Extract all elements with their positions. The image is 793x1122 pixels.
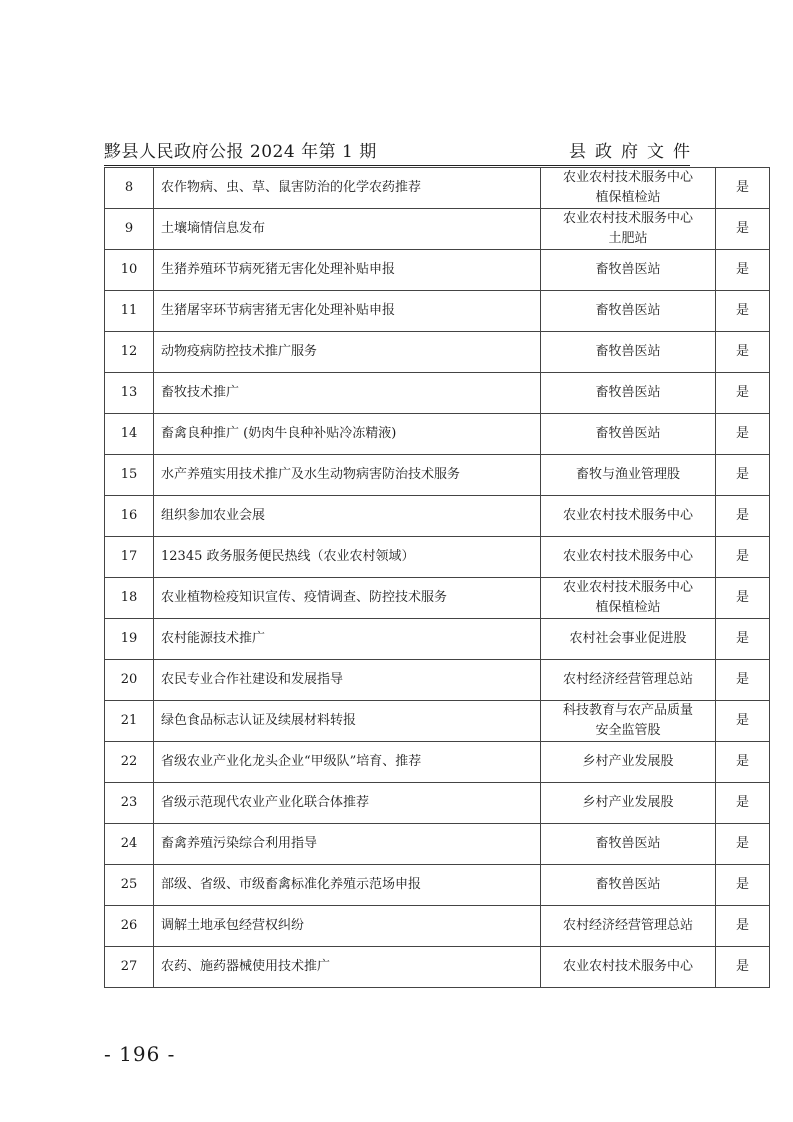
dept-line: 畜牧兽医站: [595, 877, 661, 892]
service-item: 畜禽良种推广 (奶肉牛良种补贴冷冻精液): [154, 414, 541, 455]
table-row: [105, 742, 770, 783]
row-number: 26: [105, 906, 154, 947]
dept-line: 农村经济经营管理总站: [562, 918, 693, 933]
applicable-flag: 是: [716, 537, 770, 578]
applicable-flag: 是: [716, 865, 770, 906]
responsible-dept: [541, 209, 716, 250]
row-number: 18: [105, 578, 154, 619]
service-item: 农作物病、虫、草、鼠害防治的化学农药推荐: [154, 168, 541, 209]
service-item: 农药、施药器械使用技术推广: [154, 947, 541, 988]
row-number: 25: [105, 865, 154, 906]
service-item: 土壤墒情信息发布: [154, 209, 541, 250]
responsible-dept: [541, 332, 716, 373]
service-item: 农业植物检疫知识宣传、疫情调查、防控技术服务: [154, 578, 541, 619]
applicable-flag: 是: [716, 250, 770, 291]
service-item: 省级农业产业化龙头企业“甲级队”培育、推荐: [154, 742, 541, 783]
responsible-dept: [541, 906, 716, 947]
applicable-flag: 是: [716, 660, 770, 701]
applicable-flag: 是: [716, 947, 770, 988]
responsible-dept: [541, 578, 716, 619]
dept-line: 畜牧兽医站: [595, 262, 661, 277]
applicable-flag: 是: [716, 373, 770, 414]
row-number: 24: [105, 824, 154, 865]
responsible-dept: [541, 537, 716, 578]
service-item: 畜禽养殖污染综合利用指导: [154, 824, 541, 865]
responsible-dept: [541, 865, 716, 906]
dept-line: 农业农村技术服务中心: [562, 211, 693, 226]
applicable-flag: 是: [716, 291, 770, 332]
table-row: [105, 168, 770, 209]
applicable-flag: 是: [716, 906, 770, 947]
table-row: [105, 783, 770, 824]
applicable-flag: 是: [716, 619, 770, 660]
row-number: 23: [105, 783, 154, 824]
table-row: [105, 906, 770, 947]
service-item: 畜牧技术推广: [154, 373, 541, 414]
dept-line: 安全监管股: [595, 723, 661, 738]
row-number: 10: [105, 250, 154, 291]
applicable-flag: 是: [716, 701, 770, 742]
responsible-dept: [541, 742, 716, 783]
service-item: 农民专业合作社建设和发展指导: [154, 660, 541, 701]
service-item: 农村能源技术推广: [154, 619, 541, 660]
responsible-dept: [541, 250, 716, 291]
dept-line: 农业农村技术服务中心: [562, 549, 693, 564]
applicable-flag: 是: [716, 496, 770, 537]
page-header: [104, 139, 699, 166]
table-row: [105, 865, 770, 906]
row-number: 9: [105, 209, 154, 250]
applicable-flag: 是: [716, 783, 770, 824]
table-row: [105, 455, 770, 496]
dept-line: 畜牧与渔业管理股: [575, 467, 680, 482]
table-row: [105, 250, 770, 291]
row-number: 15: [105, 455, 154, 496]
dept-line: 农村经济经营管理总站: [562, 672, 693, 687]
dept-line: 农业农村技术服务中心: [562, 508, 693, 523]
responsible-dept: [541, 168, 716, 209]
service-table: [104, 167, 770, 988]
applicable-flag: 是: [716, 455, 770, 496]
row-number: 12: [105, 332, 154, 373]
responsible-dept: [541, 783, 716, 824]
applicable-flag: 是: [716, 578, 770, 619]
row-number: 11: [105, 291, 154, 332]
row-number: 27: [105, 947, 154, 988]
responsible-dept: [541, 291, 716, 332]
table-row: [105, 332, 770, 373]
row-number: 21: [105, 701, 154, 742]
dept-line: 土肥站: [608, 231, 648, 246]
dept-line: 畜牧兽医站: [595, 426, 661, 441]
row-number: 19: [105, 619, 154, 660]
table-body: [105, 168, 770, 988]
dept-line: 农村社会事业促进股: [569, 631, 687, 646]
responsible-dept: [541, 947, 716, 988]
responsible-dept: [541, 496, 716, 537]
row-number: 22: [105, 742, 154, 783]
dept-line: 科技教育与农产品质量: [562, 703, 693, 718]
responsible-dept: [541, 455, 716, 496]
dept-line: 乡村产业发展股: [582, 795, 674, 810]
page-number: - 196 -: [104, 1042, 176, 1066]
dept-line: 植保植检站: [595, 190, 661, 205]
table-row: [105, 537, 770, 578]
responsible-dept: [541, 701, 716, 742]
responsible-dept: [541, 660, 716, 701]
table-row: [105, 619, 770, 660]
responsible-dept: [541, 373, 716, 414]
applicable-flag: 是: [716, 168, 770, 209]
service-item: 组织参加农业会展: [154, 496, 541, 537]
applicable-flag: 是: [716, 332, 770, 373]
row-number: 16: [105, 496, 154, 537]
applicable-flag: 是: [716, 209, 770, 250]
responsible-dept: [541, 824, 716, 865]
dept-line: 乡村产业发展股: [582, 754, 674, 769]
table-row: [105, 824, 770, 865]
responsible-dept: [541, 414, 716, 455]
table-row: [105, 660, 770, 701]
service-item: 生猪屠宰环节病害猪无害化处理补贴申报: [154, 291, 541, 332]
dept-line: 畜牧兽医站: [595, 385, 661, 400]
service-item: 省级示范现代农业产业化联合体推荐: [154, 783, 541, 824]
table-row: [105, 209, 770, 250]
section-title: 县政府文件: [569, 142, 699, 162]
applicable-flag: 是: [716, 742, 770, 783]
service-item: 生猪养殖环节病死猪无害化处理补贴申报: [154, 250, 541, 291]
gazette-title: 黟县人民政府公报 2024 年第 1 期: [104, 142, 377, 162]
dept-line: 畜牧兽医站: [595, 303, 661, 318]
service-item: 水产养殖实用技术推广及水生动物病害防治技术服务: [154, 455, 541, 496]
dept-line: 畜牧兽医站: [595, 836, 661, 851]
table-row: [105, 291, 770, 332]
applicable-flag: 是: [716, 824, 770, 865]
row-number: 20: [105, 660, 154, 701]
row-number: 8: [105, 168, 154, 209]
dept-line: 农业农村技术服务中心: [562, 580, 693, 595]
dept-line: 植保植检站: [595, 600, 661, 615]
table-row: [105, 414, 770, 455]
table-row: [105, 701, 770, 742]
responsible-dept: [541, 619, 716, 660]
service-item: 绿色食品标志认证及续展材料转报: [154, 701, 541, 742]
row-number: 14: [105, 414, 154, 455]
service-item: 动物疫病防控技术推广服务: [154, 332, 541, 373]
service-item: 调解土地承包经营权纠纷: [154, 906, 541, 947]
row-number: 13: [105, 373, 154, 414]
dept-line: 农业农村技术服务中心: [562, 170, 693, 185]
row-number: 17: [105, 537, 154, 578]
table-row: [105, 373, 770, 414]
table-row: [105, 947, 770, 988]
applicable-flag: 是: [716, 414, 770, 455]
dept-line: 农业农村技术服务中心: [562, 959, 693, 974]
table-row: [105, 578, 770, 619]
dept-line: 畜牧兽医站: [595, 344, 661, 359]
table-row: [105, 496, 770, 537]
service-item: 部级、省级、市级畜禽标准化养殖示范场申报: [154, 865, 541, 906]
service-item: 12345 政务服务便民热线（农业农村领域）: [154, 537, 541, 578]
